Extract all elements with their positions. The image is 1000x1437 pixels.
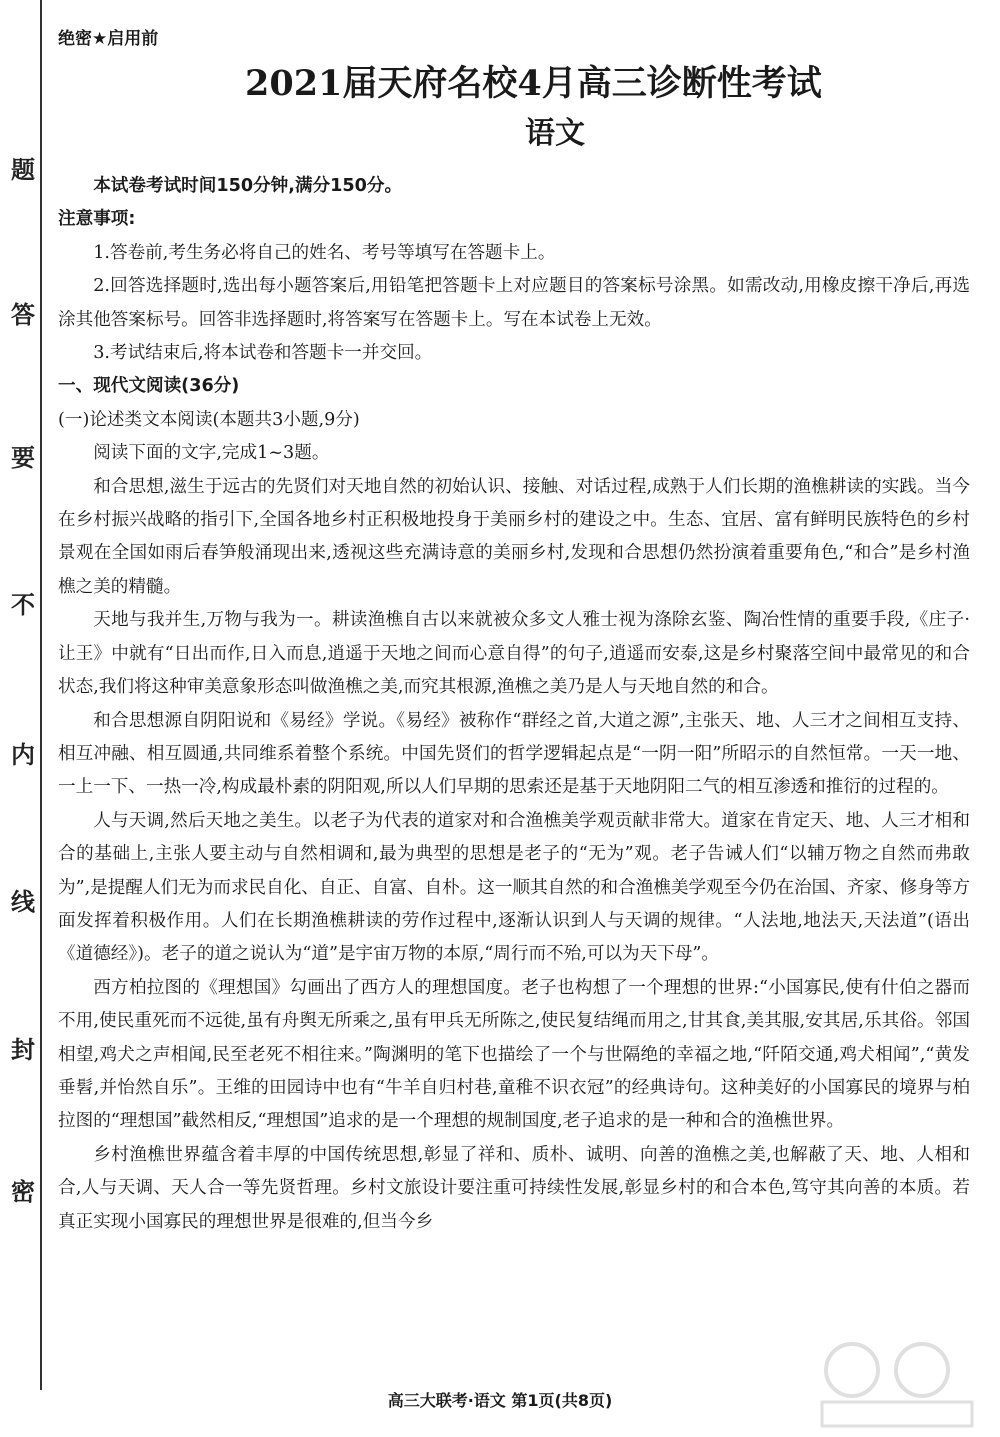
margin-char-6: 线 (11, 888, 35, 916)
subject-title: 语文 (525, 116, 585, 151)
notes-heading: 注意事项: (58, 209, 136, 230)
margin-char-8: 密 (11, 1178, 35, 1206)
margin-char-4: 不 (11, 591, 35, 619)
note-item-1: 1.答卷前,考生务必将自己的姓名、考号等填写在答题卡上。 (93, 242, 556, 263)
margin-char-1: 题 (11, 156, 35, 184)
binding-line (40, 0, 42, 1390)
paragraph-4: 人与天调,然后天地之美生。以老子为代表的道家对和合渔樵美学观贡献非常大。道家在肯定天、地、人三才相和合的基础上,主张人要主动与自然相调和,最为典型的思想是老子的“无为”观。老子告诫人们“以辅万物之自然而弗敢为”,是提醒人们无为而求民自化、自正、自富、自朴。这一顺其自然的和合渔樵美学观至今仍在治国、齐家、修身等方面发挥着积极作用。人们在长期渔樵耕读的劳作过程中,逐渐认识到人与天调的规律。“人法地,地法天,天法道”(语出《道德经》)。老子的道之说认为“道”是宇宙万物的本原,“周行而不殆,可以为天下母”。 (58, 810, 970, 965)
note-item-3: 3.考试结束后,将本试卷和答题卡一并交回。 (93, 343, 433, 364)
secret-label: 绝密★启用前 (58, 29, 159, 49)
exam-time-note: 本试卷考试时间150分钟,满分150分。 (93, 176, 403, 196)
page-footer: 高三大联考·语文 第1页(共8页) (387, 1391, 613, 1410)
page-content (58, 170, 970, 1239)
watermark-logo (812, 1340, 982, 1430)
margin-char-2: 答 (11, 301, 35, 329)
section-heading: 一、现代文阅读(36分) (58, 376, 240, 397)
paragraph-2: 天地与我并生,万物与我为一。耕读渔樵自古以来就被众多文人雅士视为涤除玄鉴、陶冶性情的重要手段,《庄子·让王》中就有“日出而作,日入而息,逍遥于天地之间而心意自得”的句子,逍遥而安泰,这是乡村聚落空间中最常见的和合状态,我们将这种审美意象形态叫做渔樵之美,而究其根源,渔樵之美乃是人与天地自然的和合。 (58, 610, 970, 698)
exam-title: 2021届天府名校4月高三诊断性考试 (245, 63, 822, 104)
paragraph-5: 西方柏拉图的《理想国》勾画出了西方人的理想国度。老子也构想了一个理想的世界:“小国寡民,使有什伯之器而不用,使民重死而不远徙,虽有舟舆无所乘之,虽有甲兵无所陈之,使民复结绳而用之,甘其食,美其服,安其居,乐其俗。邻国相望,鸡犬之声相闻,民至老死不相往来。”陶渊明的笔下也描绘了一个与世隔绝的幸福之地,“阡陌交通,鸡犬相闻”,“黄发垂髫,并怡然自乐”。王维的田园诗中也有“牛羊自归村巷,童稚不识衣冠”的经典诗句。这种美好的小国寡民的境界与柏拉图的“理想国”截然相反,“理想国”追求的是一个理想的规制国度,老子追求的是一种和合的渔樵世界。 (58, 977, 970, 1132)
margin-char-5: 内 (11, 741, 35, 769)
margin-char-7: 封 (11, 1036, 35, 1064)
subsection-heading: (一)论述类文本阅读(本题共3小题,9分) (58, 409, 360, 430)
paragraph-6: 乡村渔樵世界蕴含着丰厚的中国传统思想,彰显了祥和、质朴、诚明、向善的渔樵之美,也解蔽了天、地、人相和合,人与天调、天人合一等先贤哲理。乡村文旅设计要注重可持续性发展,彰显乡村的和合本色,笃守其向善的本质。若真正实现小国寡民的理想世界是很难的,但当今乡 (58, 1144, 970, 1232)
margin-char-3: 要 (11, 444, 35, 472)
paragraph-3: 和合思想源自阴阳说和《易经》学说。《易经》被称作“群经之首,大道之源”,主张天、地、人三才之间相互支持、相互冲融、相互圆通,共同维系着整个系统。中国先贤们的哲学逻辑起点是“一阴一阳”所昭示的自然恒常。一天一地、一上一下、一热一冷,构成最朴素的阴阳观,所以人们早期的思索还是基于天地阴阳二气的相互渗透和推衍的过程的。 (58, 710, 970, 798)
note-item-2: 2.回答选择题时,选出每小题答案后,用铅笔把答题卡上对应题目的答案标号涂黑。如需改动,用橡皮擦干净后,再选涂其他答案标号。回答非选择题时,将答案写在答题卡上。写在本试卷上无效。 (58, 276, 970, 330)
reading-instruction: 阅读下面的文字,完成1~3题。 (93, 443, 330, 464)
paragraph-1: 和合思想,滋生于远古的先贤们对天地自然的初始认识、接触、对话过程,成熟于人们长期的渔樵耕读的实践。当今在乡村振兴战略的指引下,全国各地乡村正积极地投身于美丽乡村的建设之中。生态、宜居、富有鲜明民族特色的乡村景观在全国如雨后春笋般涌现出来,透视这些充满诗意的美丽乡村,发现和合思想仍然扮演着重要角色,“和合”是乡村渔樵之美的精髓。 (58, 476, 970, 597)
